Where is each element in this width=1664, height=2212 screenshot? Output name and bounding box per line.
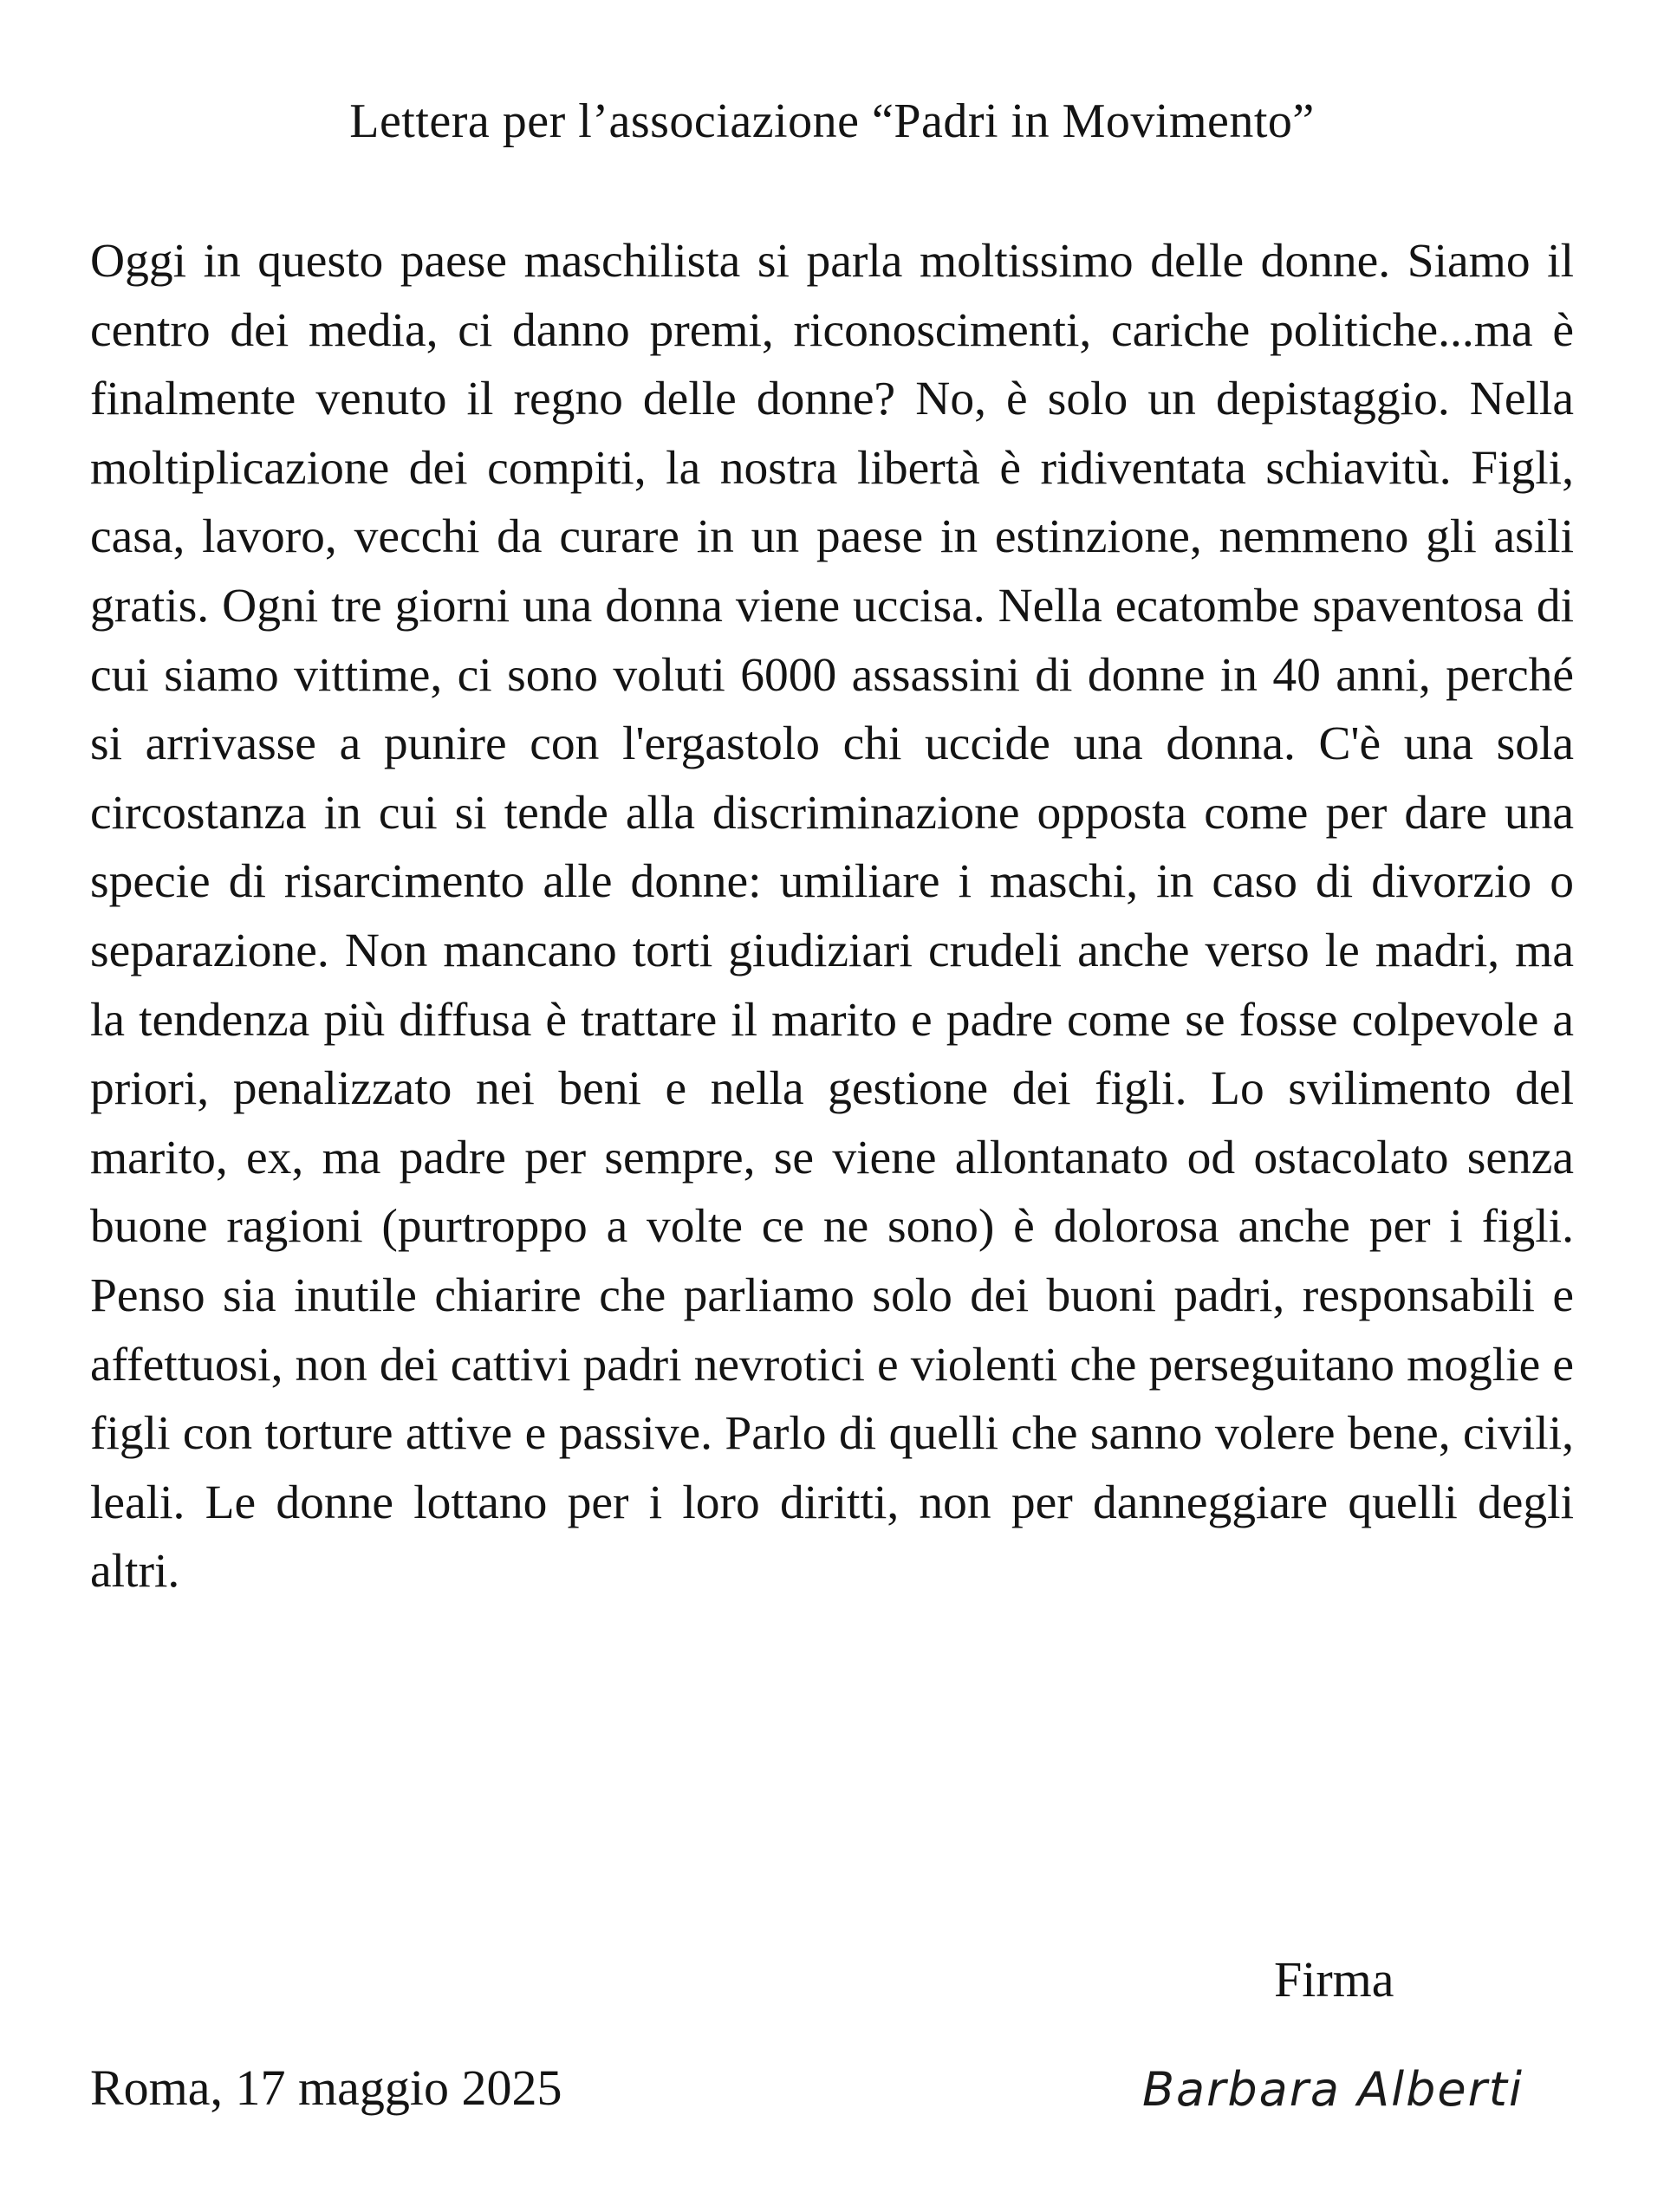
- signature-label: Firma: [1274, 1951, 1394, 2008]
- handwritten-signature: Barbara Alberti: [1142, 2062, 1524, 2117]
- letter-body: Oggi in questo paese maschilista si parla moltissimo delle donne. Siamo il centro dei media, ci danno premi, riconoscimenti, cariche politiche...ma è finalmente venuto il regno delle donne? No, è solo un depistaggio. Nella moltiplicazione dei compiti, la nostra libertà è ridiventata schiavitù. Figli, casa, lavoro, vecchi da curare in un paese in estinzione, nemmeno gli asili gratis. Ogni tre giorni una donna viene uccisa. Nella ecatombe spaventosa di cui siamo vittime, ci sono voluti 6000 assassini di donne in 40 anni, perché si arrivasse a punire con l'ergastolo chi uccide una donna. C'è una sola circostanza in cui si tende alla discriminazione opposta come per dare una specie di risarcimento alle donne: umiliare i maschi, in caso di divorzio o separazione. Non mancano torti giudiziari crudeli anche verso le madri, ma la tendenza più diffusa è trattare il marito e padre come se fosse colpevole a priori, penalizzato nei beni e nella gestione dei figli. Lo svilimento del marito, ex, ma padre per sempre, se viene allontanato od ostacolato senza buone ragioni (purtroppo a volte ce ne sono) è dolorosa anche per i figli. Penso sia inutile chiarire che parliamo solo dei buoni padri, responsabili e affettuosi, non dei cattivi padri nevrotici e violenti che perseguitano moglie e figli con torture attive e passive. Parlo di quelli che sanno volere bene, civili, leali. Le donne lottano per i loro diritti, non per danneggiare quelli degli altri.: [90, 235, 1574, 1599]
- place-and-date: Roma, 17 maggio 2025: [90, 2060, 562, 2116]
- letter-title: Lettera per l’associazione “Padri in Movimento”: [349, 94, 1315, 148]
